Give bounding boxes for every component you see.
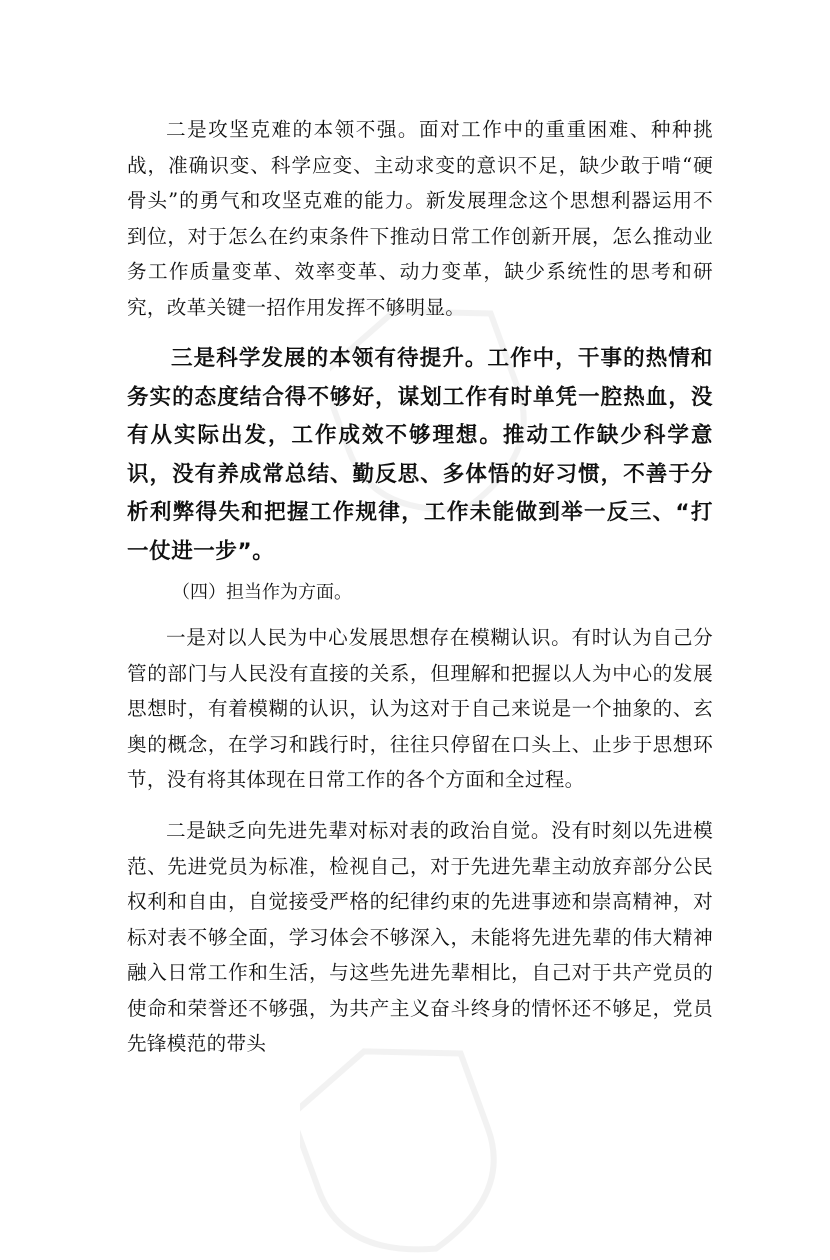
paragraph-scientific-development: 三是科学发展的本领有待提升。工作中，干事的热情和务实的态度结合得不够好，谋划工作有时单凭一腔热血，没有从实际出发，工作成效不够理想。推动工作缺少科学意识，没有养成常总结、勤反思、多体悟的好习惯，不善于分析利弊得失和把握工作规律，工作未能做到举一反三、“打一仗进一步”。 [127, 346, 713, 564]
paragraph-tackle-difficulties: 二是攻坚克难的本领不强。面对工作中的重重困难、种种挑战，准确识变、科学应变、主动求变的意识不足，缺少敢于啃“硬骨头”的勇气和攻坚克难的能力。新发展理念这个思想利器运用不到位，对于怎么在约束条件下推动日常工作创新开展，怎么推动业务工作质量变革、效率变革、动力变革，缺少系统性的思考和研究，改革关键一招作用发挥不够明显。 [127, 118, 713, 319]
section-heading-responsibility: （四）担当作为方面。 [172, 582, 352, 603]
watermark-shield-icon-lower [300, 1040, 500, 1260]
paragraph-benchmark-predecessors: 二是缺乏向先进先辈对标对表的政治自觉。没有时刻以先进模范、先进党员为标准，检视自己，对于先进先辈主动放弃部分公民权利和自由，自觉接受严格的纪律约束的先进事迹和崇高精神，对标对表不够全面，学习体会不够深入，未能将先进先辈的伟大精神融入日常工作和生活，与这些先进先辈相比，自己对于共产党员的使命和荣誉还不够强，为共产主义奋斗终身的情怀还不够足，党员先锋模范的带头 [127, 819, 713, 1055]
paragraph-people-centered: 一是对以人民为中心发展思想存在模糊认识。有时认为自己分管的部门与人民没有直接的关系，但理解和把握以人为中心的发展思想时，有着模糊的认识，认为这对于自己来说是一个抽象的、玄奥的概念，在学习和践行时，往往只停留在口头上、止步于思想环节，没有将其体现在日常工作的各个方面和全过程。 [127, 626, 713, 791]
